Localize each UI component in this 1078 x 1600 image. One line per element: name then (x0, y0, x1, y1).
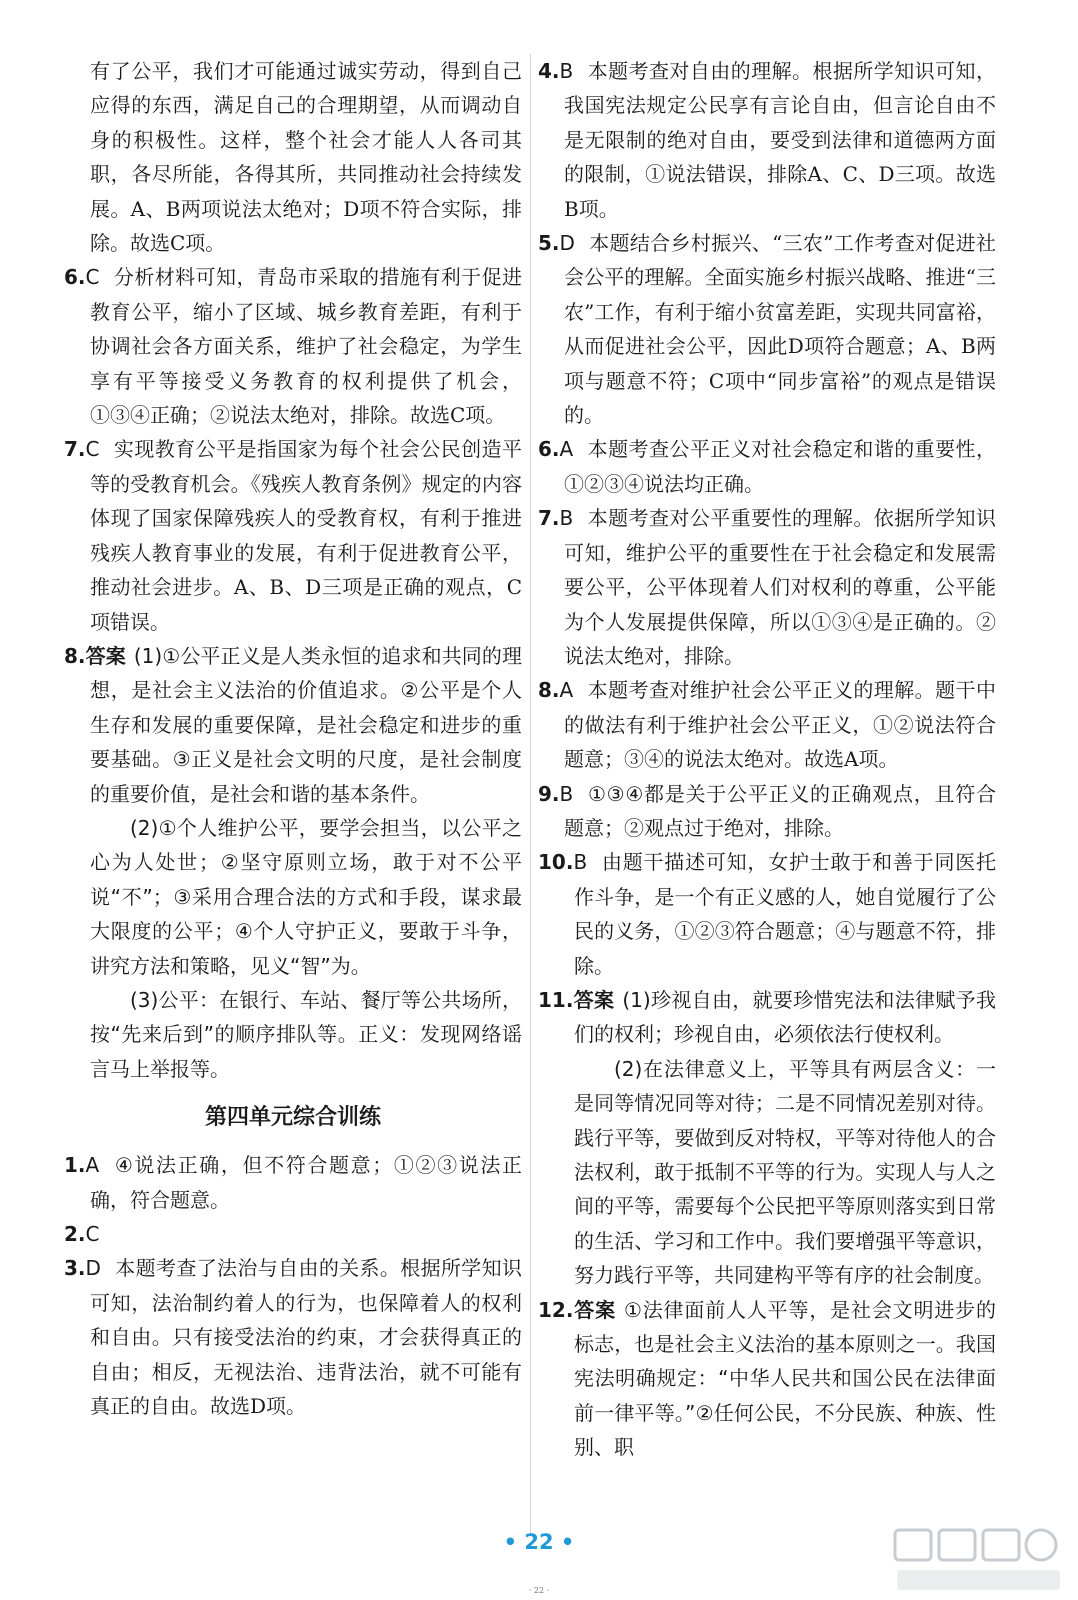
watermark-logo-icon (891, 1524, 1066, 1596)
question-number: 8. (538, 678, 560, 703)
question-number: 10. (538, 850, 574, 875)
column-divider (530, 54, 531, 1534)
unit-answer-12 (538, 1293, 996, 1465)
answer-6 (64, 260, 522, 432)
page-number: • 22 • (503, 1530, 575, 1554)
answer-explanation: 本题考查公平正义对社会稳定和谐的重要性，①②③④说法均正确。 (564, 437, 996, 496)
answer-8-part-2: (2)①个人维护公平，要学会担当，以公平之心为人处世；②坚守原则立场，敢于对不公平说“不”；③采用合理合法的方式和手段，谋求最大限度的公平；④个人守护正义，要敢于斗争，讲究方法和策略，见义“智”为。 (90, 815, 522, 978)
answer-explanation: ④说法正确，但不符合题意；①②③说法正确，符合题意。 (90, 1153, 522, 1212)
unit-answer-11-part-2: (2)在法律意义上，平等具有两层含义：一是同等情况同等对待；二是不同情况差别对待。践行平等，要做到反对特权，平等对待他人的合法权利，敢于抵制不平等的行为。实现人与人之间的平等，需要每个公民把平等原则落实到日常的生活、学习和工作中。我们要增强平等意识，努力践行平等，共同建构平等有序的社会制度。 (574, 1056, 996, 1288)
answer-8 (64, 639, 522, 811)
answer-explanation: 本题考查对维护社会公平正义的理解。题干中的做法有利于维护社会公平正义，①②说法符合题意；③④的说法太绝对。故选A项。 (564, 678, 996, 772)
answer-7 (64, 432, 522, 638)
unit-answer-4 (538, 54, 996, 226)
answer-part-1: (1)珍视自由，就要珍惜宪法和法律赋予我们的权利；珍视自由，必须依法行使权利。 (574, 987, 996, 1047)
answer-choice: A (559, 678, 574, 703)
answer-explanation: 本题结合乡村振兴、“三农”工作考查对促进社会公平的理解。全面实施乡村振兴战略、推进“三农”工作，有利于缩小贫富差距，实现共同富裕，从而促进社会公平，因此D项符合题意；A、B两项与题意不符；C项中“同步富裕”的观点是错误的。 (564, 231, 996, 428)
question-number: 11. (538, 987, 574, 1012)
answer-choice: B (559, 781, 574, 806)
answer-explanation: 实现教育公平是指国家为每个社会公民创造平等的受教育机会。《残疾人教育条例》规定的内容体现了国家保障残疾人的受教育权，有利于推进残疾人教育事业的发展，有利于促进教育公平，推动社会进步。A、B、D三项是正确的观点，C项错误。 (90, 437, 522, 634)
left-column (64, 54, 522, 1423)
answer-choice: C (85, 437, 100, 462)
question-number: 9. (538, 781, 560, 806)
unit-answer-5 (538, 226, 996, 432)
answer-5-continued: 有了公平，我们才可能通过诚实劳动，得到自己应得的东西，满足自己的合理期望，从而调动自身的积极性。这样，整个社会才能人人各司其职，各尽所能，各得其所，共同推动社会持续发展。A、B两项说法太绝对；D项不符合实际，排除。故选C项。 (90, 59, 522, 256)
footer-mark: · 22 · (528, 1586, 550, 1595)
section-title: 第四单元综合训练 (204, 1105, 381, 1131)
answer-explanation: 由题干描述可知，女护士敢于和善于同医托作斗争，是一个有正义感的人，她自觉履行了公民的义务，①②③符合题意；④与题意不符，排除。 (574, 850, 996, 978)
unit-answer-6 (538, 432, 996, 501)
answer-choice: B (559, 506, 574, 531)
answer-explanation: 分析材料可知，青岛市采取的措施有利于促进教育公平，缩小了区域、城乡教育差距，有利于协调社会各方面关系，维护了社会稳定，为学生享有平等接受义务教育的权利提供了机会，①③④正确；②说法太绝对，排除。故选C项。 (90, 265, 522, 428)
unit-answer-10 (538, 845, 996, 983)
question-number: 4. (538, 59, 560, 83)
question-number: 7. (64, 437, 86, 462)
answer-choice: D (559, 231, 575, 256)
question-number: 6. (64, 265, 86, 290)
answer-choice: A (85, 1153, 100, 1178)
answer-part-1: (1)①公平正义是人类永恒的追求和共同的理想，是社会主义法治的价值追求。②公平是个人生存和发展的重要保障，是社会稳定和进步的重要基础。③正义是社会文明的尺度，是社会制度的重要价值，是社会和谐的基本条件。 (90, 643, 523, 806)
answer-label: 答案 (573, 987, 615, 1012)
question-number: 8. (64, 643, 86, 668)
answer-choice: C (85, 1222, 100, 1246)
answer-choice: B (573, 850, 588, 875)
answer-text: ①法律面前人人平等，是社会文明进步的标志，也是社会主义法治的基本原则之一。我国宪法明确规定：“中华人民共和国公民在法律面前一律平等。”②任何公民，不分民族、种族、性别、职 (574, 1297, 996, 1460)
answer-8-part-3: (3)公平：在银行、车站、餐厅等公共场所，按“先来后到”的顺序排队等。正义：发现网络谣言马上举报等。 (90, 987, 522, 1081)
question-number: 12. (538, 1297, 574, 1322)
answer-explanation: ①③④都是关于公平正义的正确观点，且符合题意；②观点过于绝对，排除。 (564, 781, 996, 840)
question-number: 3. (64, 1256, 86, 1281)
answer-explanation: 本题考查对自由的理解。根据所学知识可知，我国宪法规定公民享有言论自由，但言论自由不是无限制的绝对自由，要受到法律和道德两方面的限制，①说法错误，排除A、C、D三项。故选B项。 (564, 59, 996, 221)
answer-choice: D (85, 1256, 101, 1281)
answer-explanation: 本题考查对公平重要性的理解。依据所学知识可知，维护公平的重要性在于社会稳定和发展需要公平，公平体现着人们对权利的尊重，公平能为个人发展提供保障，所以①③④是正确的。②说法太绝对，排除。 (564, 506, 996, 668)
answer-explanation: 本题考查了法治与自由的关系。根据所学知识可知，法治制约着人的行为，也保障着人的权利和自由。只有接受法治的约束，才会获得真正的自由；相反，无视法治、违背法治，就不可能有真正的自由。故选D项。 (90, 1256, 522, 1419)
unit-answer-8 (538, 673, 996, 776)
question-number: 6. (538, 437, 560, 462)
unit-answer-7 (538, 501, 996, 673)
answer-choice: B (559, 59, 574, 83)
unit-answer-3 (64, 1251, 522, 1423)
question-number: 1. (64, 1153, 86, 1178)
right-column (538, 54, 996, 1465)
unit-answer-2 (64, 1217, 522, 1251)
unit-answer-11 (538, 983, 996, 1052)
answer-choice: A (559, 437, 574, 462)
unit-answer-1 (64, 1148, 522, 1217)
unit-answer-9 (538, 777, 996, 846)
answer-choice: C (85, 265, 100, 290)
question-number: 5. (538, 231, 560, 256)
answer-label: 答案 (85, 643, 126, 668)
answer-label: 答案 (573, 1297, 616, 1322)
question-number: 7. (538, 506, 560, 531)
question-number: 2. (64, 1222, 86, 1246)
